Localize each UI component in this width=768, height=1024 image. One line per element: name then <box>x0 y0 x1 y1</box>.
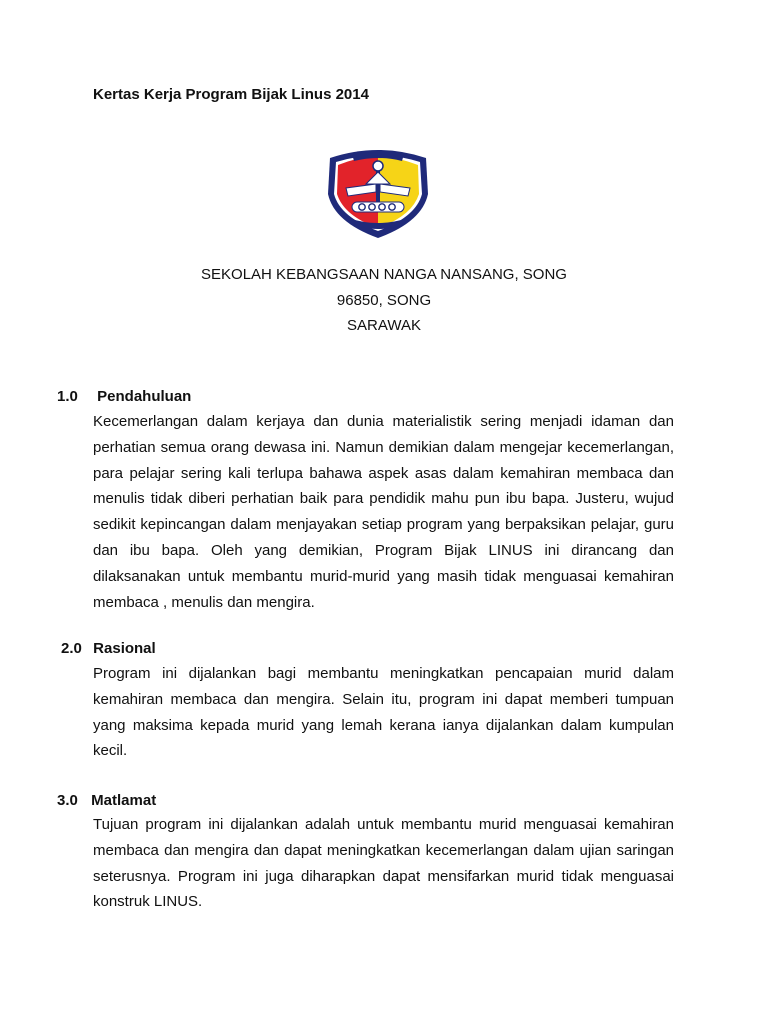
section-heading-rasional <box>61 640 156 657</box>
section-title: Matlamat <box>91 792 157 809</box>
postcode-town: 96850, SONG <box>336 291 432 309</box>
section-heading-matlamat <box>57 792 156 809</box>
section-number: 1.0 <box>57 388 78 405</box>
section-heading-pendahuluan <box>57 388 191 405</box>
document-title: Kertas Kerja Program Bijak Linus 2014 <box>93 86 369 103</box>
section-body-rasional: Program ini dijalankan bagi membantu meningkatkan pencapaian murid dalam kemahiran membaca dan mengira. Selain itu, program ini dapat memberi tumpuan yang maksima kepada murid yang lemah kerana ianya dijalankan dalam kumpulan kecil. <box>93 665 674 760</box>
school-crest-icon <box>322 144 434 240</box>
state: SARAWAK <box>347 317 421 334</box>
section-number: 3.0 <box>57 792 78 809</box>
school-name: SEKOLAH KEBANGSAAN NANGA NANSANG, SONG <box>201 266 567 283</box>
section-number: 2.0 <box>61 640 82 657</box>
section-body-pendahuluan: Kecemerlangan dalam kerjaya dan dunia materialistik sering menjadi idaman dan perhatian semua orang dewasa ini. Namun demikian dalam mengejar kecemerlangan, para pelajar sering kali terlupa bahawa aspek asas dalam kemahiran membaca dan menulis tidak diberi perhatian baik para pendidik mahu pun ibu bapa. Justeru, wujud sedikit kepincangan dalam menjayakan setiap program yang berpaksikan pelajar, guru dan ibu bapa. Oleh yang demikian, Program Bijak LINUS ini dirancang dan dilaksanakan untuk membantu murid-murid yang masih tidak menguasai kemahiran membaca , menulis dan mengira. <box>93 413 674 611</box>
section-title: Rasional <box>93 640 156 657</box>
section-body-matlamat: Tujuan program ini dijalankan adalah untuk membantu murid menguasai kemahiran membaca dan mengira dan dapat meningkatkan kecemerlangan dalam ujian saringan seterusnya. Program ini juga diharapkan dapat mensifarkan murid tidak menguasai konstruk LINUS. <box>93 816 674 911</box>
school-address <box>0 262 768 339</box>
section-title: Pendahuluan <box>97 388 192 405</box>
